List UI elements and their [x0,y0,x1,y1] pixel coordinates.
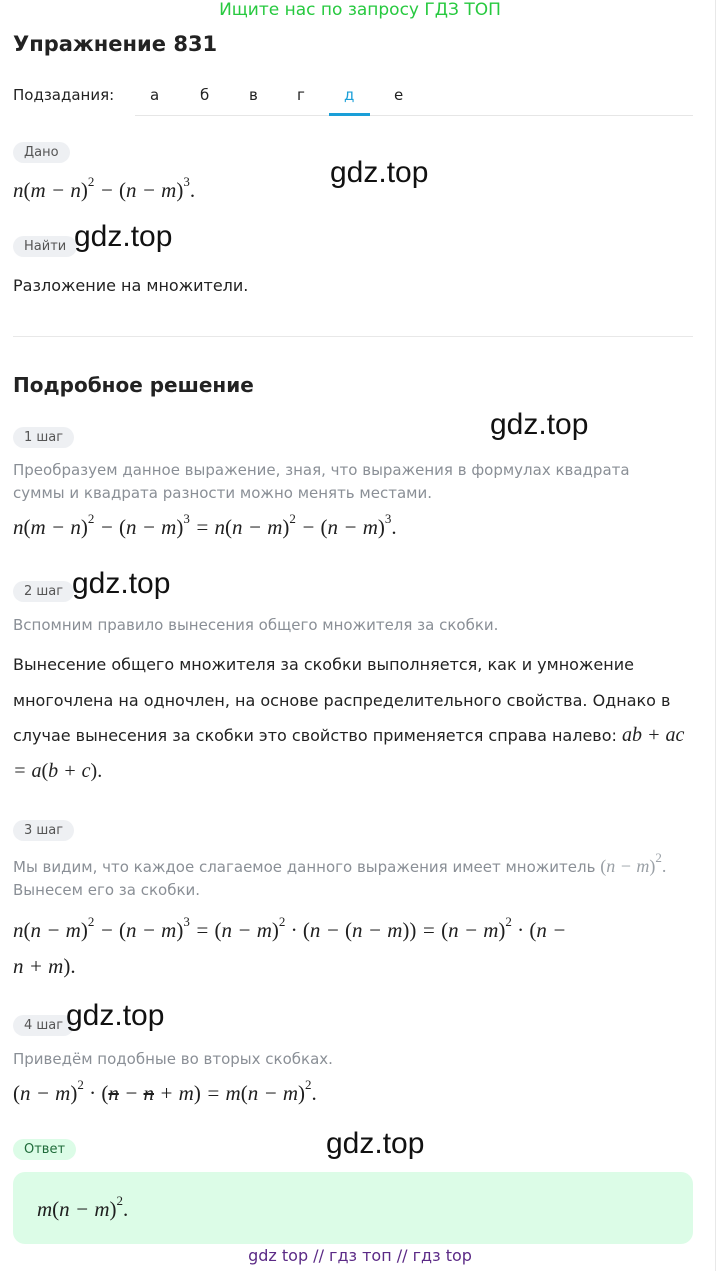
watermark-6: gdz.top [326,1127,425,1160]
step-2-note: Вспомним правило вынесения общего множителя за скобки. [13,616,499,634]
tab-a[interactable]: а [150,86,160,104]
tab-b[interactable]: б [200,86,210,104]
step-3-badge: 3 шаг [13,820,74,841]
given-expression: $n(m - n)^2 - (n - m)^3$. [13,174,196,202]
step-3-note-factor: $(n - m)^2$. [600,850,667,876]
section-divider [13,336,693,337]
tab-e[interactable]: е [394,86,404,104]
watermark-1: gdz.top [330,156,429,189]
step-4-expression: $(n - m)^2 \cdot (n - n + m) = m(n - m)^2$. [13,1077,317,1105]
page-title: Упражнение 831 [13,32,218,56]
tab-v[interactable]: в [249,86,258,104]
step-1-expression: $n(m - n)^2 - (n - m)^3 = n(n - m)^2 - (n - m)^3$. [13,511,397,539]
footer-links[interactable]: gdz top // гдз топ // гдз top [248,1246,472,1265]
tab-g[interactable]: г [297,86,305,104]
step-2-badge: 2 шаг [13,581,74,602]
find-badge: Найти [13,236,77,257]
watermark-2: gdz.top [74,220,173,253]
subtasks-label: Подзадания: [13,86,115,104]
given-badge: Дано [13,142,70,163]
solution-heading: Подробное решение [13,373,254,397]
tab-d-active[interactable]: д [344,86,355,104]
step-1-note: Преобразуем данное выражение, зная, что выражения в формулах квадрата суммы и квадрата разности можно менять местами. [13,461,630,502]
subtasks-baseline [135,115,693,116]
step-3-expression: $n(n - m)^2 - (n - m)^3 = (n - m)^2 \cdot (n - (n - m)) = (n - m)^2 \cdot (n$ − n + m). [13,914,567,978]
find-text: Разложение на множители. [13,276,249,295]
right-edge-divider [715,0,716,1271]
step-4-badge: 4 шаг [13,1015,74,1036]
step-3-note-part1: Мы видим, что каждое слагаемое данного выражения имеет множитель [13,858,601,876]
step-3-note-block [13,850,683,902]
step-2-text-block [13,647,688,789]
top-banner[interactable]: Ищите нас по запросу ГДЗ ТОП [219,0,501,20]
watermark-5: gdz.top [66,999,165,1032]
step-4-note: Приведём подобные во вторых скобках. [13,1050,333,1068]
watermark-3: gdz.top [490,408,589,441]
answer-badge: Ответ [13,1139,76,1160]
step-2-formula: ab + ac = a(b + c). [13,724,685,782]
step-2-text: Вынесение общего множителя за скобки выполняется, как и умножение многочлена на одночлен, на основе распределительного свойства. Однако в случае вынесения за скобки это свойство применяется справа налево: [13,655,671,745]
step-3-note-part2: Вынесем его за скобки. [13,881,201,899]
watermark-4: gdz.top [72,567,171,600]
step-1-badge: 1 шаг [13,427,74,448]
active-tab-underline [329,113,370,116]
answer-expression: $m(n - m)^2$. [37,1193,129,1221]
